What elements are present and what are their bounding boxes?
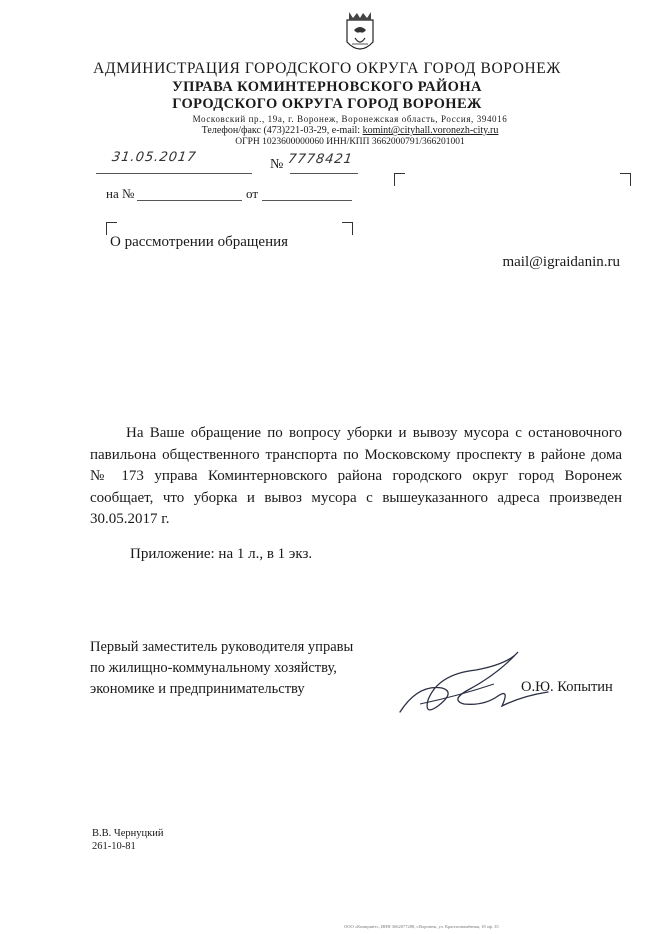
outgoing-date-handwritten: 31.05.2017 (110, 150, 198, 165)
addressee-corner-right (620, 173, 631, 186)
recipient-email: mail@igraidanin.ru (502, 254, 620, 270)
signer-position-line-2: по жилищно-коммунальному хозяйству, (90, 660, 337, 676)
signer-name: О.Ю. Копытин (521, 679, 613, 695)
organization-subtitle-city: ГОРОДСКОГО ОКРУГА ГОРОД ВОРОНЕЖ (172, 96, 482, 112)
outgoing-number-handwritten: 7778421 (286, 152, 354, 167)
addressee-corner-left (394, 173, 405, 186)
reference-date-label: от (246, 186, 259, 201)
date-underline (96, 173, 252, 174)
organization-subtitle: УПРАВА КОМИНТЕРНОВСКОГО РАЙОНА (172, 79, 482, 95)
organization-title: АДМИНИСТРАЦИЯ ГОРОДСКОГО ОКРУГА ГОРОД ВОРОНЕЖ (93, 60, 561, 77)
coat-of-arms-icon (343, 8, 377, 58)
reference-number-label: на № (106, 186, 135, 201)
subject-corner-right (342, 222, 353, 235)
letter-subject: О рассмотрении обращения (110, 234, 289, 250)
organization-ids: ОГРН 1023600000060 ИНН/КПП 3662000791/366201001 (235, 137, 465, 147)
organization-contacts (40, 125, 654, 136)
reference-date-line (262, 200, 352, 201)
letter-body: На Ваше обращение по вопросу уборки и вывозу мусора с остановочного павильона общественного транспорта по Московскому проспекту в районе дома № 173 управа Коминтерновского района городского округ город Воронеж сообщает, что уборка и вывоз мусора с вышеуказанного адреса произведен 30.05.2017 г. (90, 425, 622, 527)
phone-fax: Телефон/факс (473)221-03-29, e-mail: (201, 125, 363, 136)
signer-position-line-1: Первый заместитель руководителя управы (90, 639, 354, 655)
attachment-note: Приложение: на 1 л., в 1 экз. (130, 546, 313, 562)
email-link[interactable]: komint@cityhall.voronezh-city.ru (362, 125, 499, 136)
printer-imprint: ООО «Компринт», ИНН 3662077288, г.Воронеж, ул. Краснознамённая, 18 оф. 35 (344, 924, 499, 929)
organization-address: Московский пр., 19а, г. Воронеж, Воронежская область, Россия, 394016 (192, 114, 508, 124)
executor-name: В.В. Чернуцкий (92, 828, 164, 839)
executor-phone: 261-10-81 (92, 841, 136, 852)
number-sign: № (270, 157, 284, 172)
signer-position-line-3: экономике и предпринимательству (90, 681, 305, 697)
reference-number-line (137, 200, 242, 201)
number-underline (290, 173, 358, 174)
